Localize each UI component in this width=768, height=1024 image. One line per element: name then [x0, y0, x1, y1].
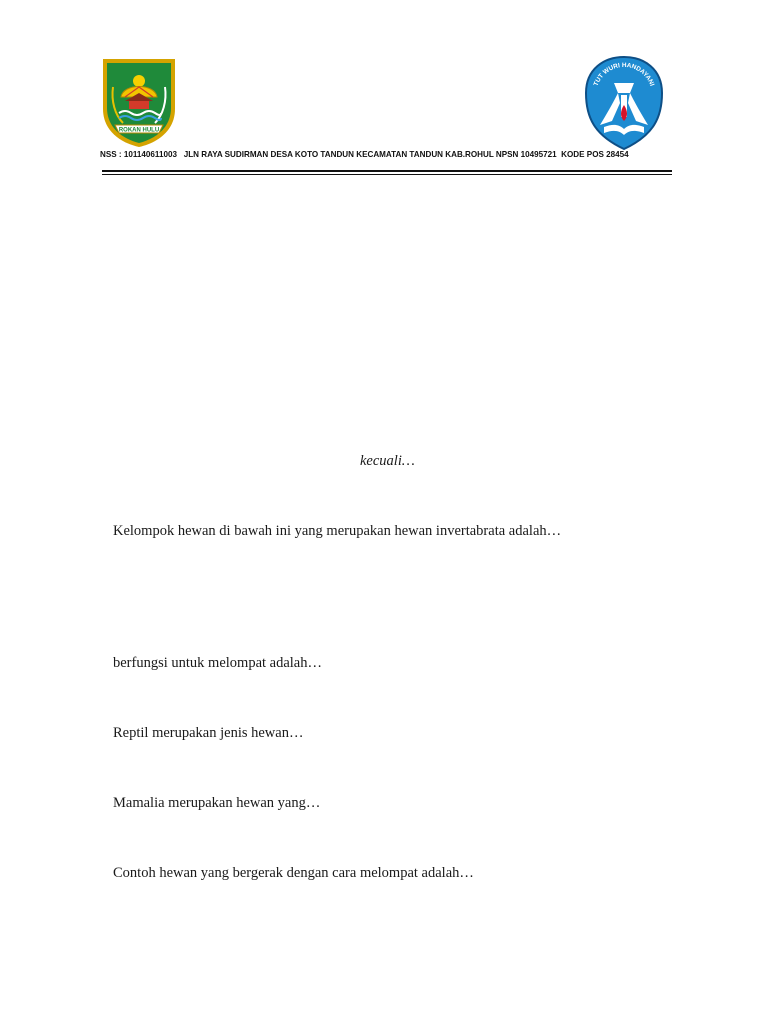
question-mamalia: Mamalia merupakan hewan yang…	[113, 795, 321, 811]
header-divider-thin	[102, 174, 672, 175]
question-fragment-kecuali: kecuali…	[360, 453, 415, 469]
question-melompat-fungsi: berfungsi untuk melompat adalah…	[113, 655, 322, 671]
header-divider-thick	[102, 170, 672, 172]
tut-wuri-handayani-emblem-icon	[582, 55, 666, 151]
kabupaten-rokan-hulu-crest-icon	[101, 57, 177, 149]
question-invertebrata: Kelompok hewan di bawah ini yang merupakan hewan invertabrata adalah…	[113, 523, 562, 539]
crest-ribbon-text: ROKAN HULU	[118, 127, 160, 134]
question-contoh-melompat: Contoh hewan yang bergerak dengan cara melompat adalah…	[113, 865, 474, 881]
question-reptil: Reptil merupakan jenis hewan…	[113, 725, 304, 741]
school-address-line: NSS : 101140611003 JLN RAYA SUDIRMAN DESA KOTO TANDUN KECAMATAN TANDUN KAB.ROHUL NPSN 10495721 KODE POS 28454	[100, 150, 629, 159]
emblem-arc-text: TUT WURI HANDAYANI	[592, 61, 656, 88]
